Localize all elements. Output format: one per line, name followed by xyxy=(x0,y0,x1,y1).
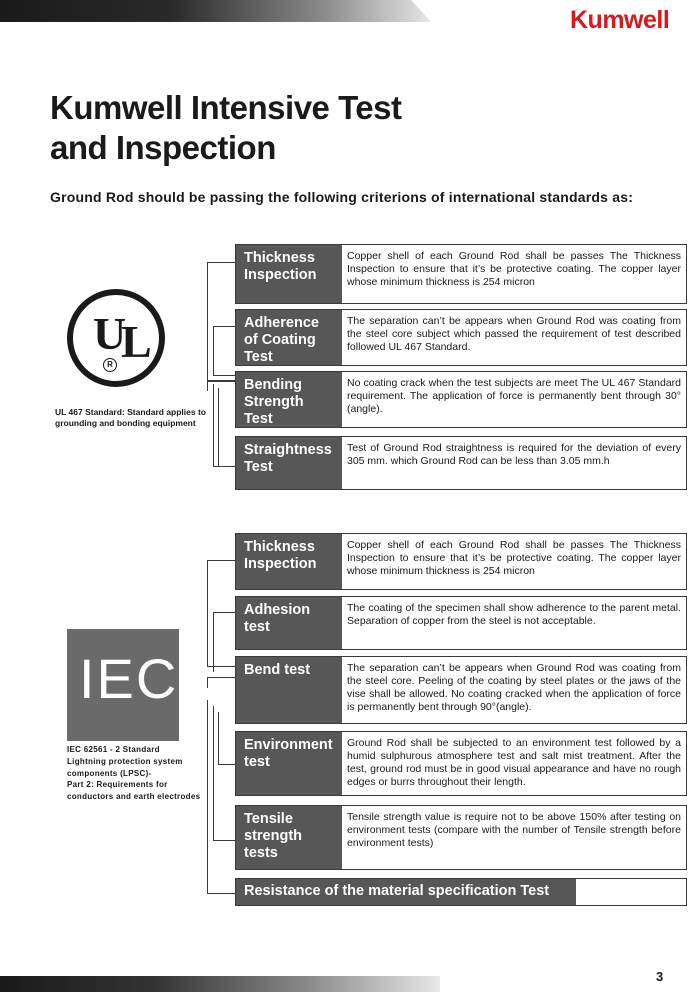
iec-test-row xyxy=(235,656,687,724)
iec-connector xyxy=(218,712,235,765)
test-name: Thickness Inspection xyxy=(236,245,342,303)
ul-test-row xyxy=(235,244,687,304)
ul-standard-caption: UL 467 Standard: Standard applies to grounding and bonding equipment xyxy=(55,407,206,428)
top-decorative-bar xyxy=(0,0,430,22)
iec-test-row xyxy=(235,805,687,870)
test-name: Tensile strength tests xyxy=(236,806,342,869)
test-description xyxy=(576,879,586,905)
kumwell-logo: Kumwell xyxy=(570,6,670,34)
iec-test-row xyxy=(235,731,687,796)
test-name: Straightness Test xyxy=(236,437,342,489)
test-name: Bending Strength Test xyxy=(236,372,342,427)
iec-logo xyxy=(67,629,179,741)
iec-caption-line: Part 2: Requirements for xyxy=(67,780,168,790)
ul-logo-letter-u: U xyxy=(93,308,127,359)
iec-caption-line: IEC 62561 - 2 Standard xyxy=(67,745,160,754)
bottom-decorative-bar xyxy=(0,976,440,992)
test-description: Tensile strength value is require not to be above 150% after testing on environment tests (compare with the number of Tensile strength before environment tests) xyxy=(347,811,681,849)
test-description: No coating crack when the test subjects are meet The UL 467 Standard requirement. The application of force is permanently bent through 30°(angle). xyxy=(347,377,681,415)
ul-connector xyxy=(213,326,235,376)
page-title-line-2: and Inspection xyxy=(50,129,276,166)
test-description: Copper shell of each Ground Rod shall be passes The Thickness Inspection to ensure that it’s be protective coating. The copper layer whose minimum thickness is 254 micron xyxy=(347,539,681,577)
ul-test-row xyxy=(235,436,687,490)
iec-logo-text: IEC xyxy=(79,647,179,710)
test-description: Copper shell of each Ground Rod shall be passes The Thickness Inspection to ensure that it’s be protective coating. The copper layer whose minimum thickness is 254 micron xyxy=(347,250,681,288)
iec-caption-line: Lightning protection system xyxy=(67,756,183,766)
ul-certification-logo xyxy=(67,289,165,387)
iec-connector xyxy=(213,612,235,672)
iec-standard-caption xyxy=(67,744,207,803)
test-name: Bend test xyxy=(236,657,342,723)
test-name: Environment test xyxy=(236,732,342,795)
iec-test-row xyxy=(235,533,687,590)
page-title-line-1: Kumwell Intensive Test xyxy=(50,89,402,126)
ul-connector xyxy=(218,388,235,467)
test-description: The separation can’t be appears when Ground Rod was coating from the steel core subject which passed the requirement of test described followed UL 467 Standard. xyxy=(347,315,681,353)
ul-test-row xyxy=(235,309,687,366)
iec-test-row xyxy=(235,596,687,650)
ul-logo-letter-l: L xyxy=(121,316,152,367)
test-description: The coating of the specimen shall show adherence to the parent metal. Separation of copper from the steel is not acceptable. xyxy=(347,602,681,627)
test-name: Adherence of Coating Test xyxy=(236,310,342,365)
ul-test-row xyxy=(235,371,687,428)
iec-caption-line: conductors and earth electrodes xyxy=(67,792,201,802)
iec-connector xyxy=(207,677,235,688)
page-number: 3 xyxy=(656,969,664,984)
test-name: Resistance of the material specification Test xyxy=(236,879,576,905)
iec-caption-line: components (LPSC)- xyxy=(67,768,152,778)
page-title xyxy=(50,88,610,168)
iec-test-row xyxy=(235,878,687,906)
page-subtitle: Ground Rod should be passing the following criterions of international standards as: xyxy=(50,189,634,205)
test-name: Adhesion test xyxy=(236,597,342,649)
test-description: Test of Ground Rod straightness is required for the deviation of every 305 mm. which Ground Rod can be less than 3.05 mm.h xyxy=(347,442,681,467)
test-description: The separation can’t be appears when Ground Rod was coating from the steel core. Peeling of the coating by steel plates or the jaws of the vise shall be allowed. No coating cracked when the application of force is permanently bent through 90°(angle). xyxy=(347,662,681,713)
test-name: Thickness Inspection xyxy=(236,534,342,589)
registered-mark-icon: R xyxy=(103,358,117,372)
test-description: Ground Rod shall be subjected to an environment test followed by a humid sulphurous atmosphere test and salt mist treatment. After the test, ground rod must be in good visual appearance and have no rough edges or burrs throughout their length. xyxy=(347,737,681,788)
